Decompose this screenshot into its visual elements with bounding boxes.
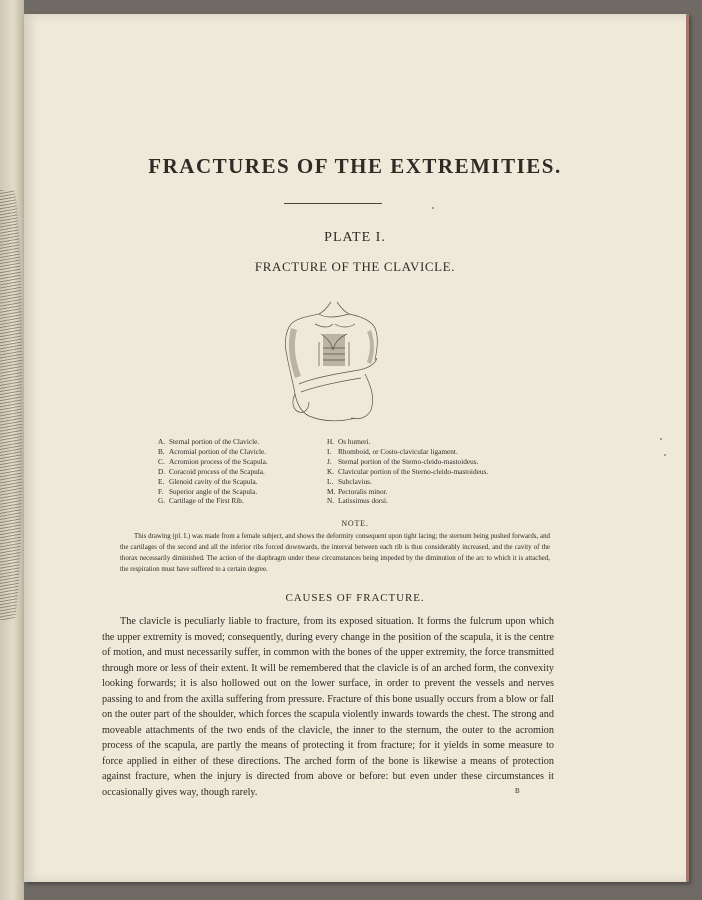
plate-subtitle: FRACTURE OF THE CLAVICLE. [254,259,456,274]
legend-letter: N. [327,496,335,506]
legend-item [158,496,268,506]
legend-letter: C. [158,456,165,466]
section-heading: CAUSES OF FRACTURE. [285,592,425,604]
legend-text: Subclavius. [338,476,372,486]
legend-item [158,437,268,447]
legend-left-column [158,437,268,506]
legend-text: Pectoralis minor. [338,486,388,496]
facing-page-edge [0,0,24,900]
legend-text: Cartilage of the First Rib. [169,496,244,506]
legend-letter: A. [158,437,166,446]
legend-letter: L. [327,476,334,486]
legend-item [158,457,268,467]
legend-letter: H. [327,437,335,446]
legend-text: Coracoid process of the Scapula. [169,466,265,476]
legend-letter: J. [327,456,332,466]
legend-text: Acromial portion of the Clavicle. [169,446,267,456]
legend-letter: F. [158,486,164,496]
book-page [24,14,689,882]
facing-page-engraving [0,190,22,620]
legend-item [158,467,268,477]
paper-speck [660,438,662,440]
title-divider [284,203,382,204]
legend-item [327,487,488,497]
legend-item [158,447,268,457]
body-paragraph: The clavicle is peculiarly liable to fracture, from its exposed situation. It forms the fulcrum upon which the upper extremity is moved; consequently, during every change in the position of the scapula, it is the centre of motion, and must necessarily suffer, in common with the bones of the upper extremity, the force transmitted through more or less of their extent. It will be remembered that the clavicle is of an arched form, the convexity looking forwards; it is also hollowed out on the lower surface, in order to prevent the vessels and nerves passing to and from the axilla suffering from pressure. Fracture of this bone usually occurs from a blow or fall on the outer part of the shoulder, which forces the scapula violently inwards towards the chest. The strong and moveable attachments of the two ends of the clavicle, the inner to the sternum, the outer to the acromion process of the scapula, are partly the means of protecting it from fracture; for it yields in some measure to force applied in either of these directions. The arched form of the bone is likewise a means of protection against fracture, when the injury is directed from above or before: but even under these circumstances it occasionally gives way, though rarely. [102,616,554,798]
legend-letter: D. [158,466,166,476]
legend-letter: K. [327,466,335,476]
legend-text: Glenoid cavity of the Scapula. [169,476,258,486]
paper-speck [432,207,434,209]
legend-item [158,477,268,487]
legend-text: Acromion process of the Scapula. [169,456,268,466]
legend-item [327,477,488,487]
legend-letter: B. [158,446,165,456]
plate-number: PLATE I. [324,230,386,245]
legend-item [327,437,488,447]
legend-text: Clavicular portion of the Sterno-cleido-mastoideus. [338,466,489,476]
legend-letter: E. [158,476,165,486]
legend-text: Latissimus dorsi. [338,496,388,506]
page-title: FRACTURES OF THE EXTREMITIES. [148,154,562,178]
legend-letter: I. [327,446,332,456]
legend-item [327,496,488,506]
paper-speck [664,454,666,456]
anatomical-illustration [279,294,389,424]
legend-right-column [327,437,488,506]
legend-letter: G. [158,496,166,506]
legend-item [327,447,488,457]
legend-text: Sternal portion of the Sterno-cleido-mastoideus. [338,456,479,466]
legend-item [327,467,488,477]
note-heading: NOTE. [341,519,369,528]
signature-mark: B [515,787,520,795]
legend-text: Superior angle of the Scapula. [169,486,258,496]
legend-item [158,487,268,497]
legend-letter: M. [327,486,336,496]
note-paragraph: This drawing (pl. I.) was made from a female subject, and shows the deformity consequent upon tight lacing; the sternum being pushed forwards, and the cartilages of the second and all the inferior ribs forced downwards, the interval between each rib is thus considerably increased, and the cavity of the thorax necessarily diminished. The action of the diaphragm under these circumstances being impeded by the diminution of the arc to which it is attached, the respiration must have suffered to a certain degree. [120,533,550,573]
legend-text: Os humeri. [338,437,371,446]
legend-text: Sternal portion of the Clavicle. [169,437,260,446]
legend-text: Rhomboid, or Costo-clavicular ligament. [338,446,458,456]
legend-item [327,457,488,467]
